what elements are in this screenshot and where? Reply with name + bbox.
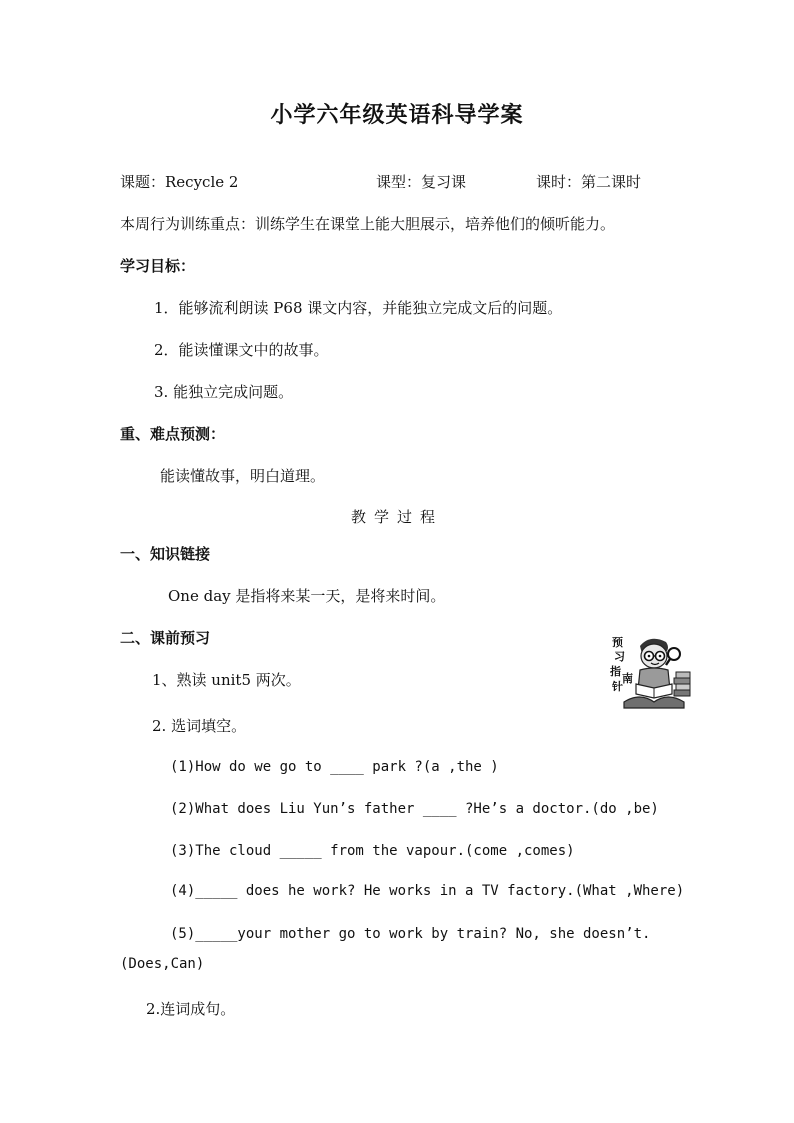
preview-item-3: 2.连词成句。 bbox=[146, 1000, 236, 1018]
reading-boy-icon bbox=[610, 632, 694, 716]
section2-heading: 二、课前预习 bbox=[120, 629, 211, 647]
weekly-focus: 本周行为训练重点：训练学生在课堂上能大胆展示，培养他们的倾听能力。 bbox=[120, 215, 616, 233]
question-5: (5)_____your mother go to work by train? No, she doesn’t. bbox=[170, 926, 651, 942]
key-points-heading: 重、难点预测： bbox=[120, 425, 226, 443]
meta-topic: 课题：Recycle 2 bbox=[120, 173, 239, 191]
illustration-char-2: 习 bbox=[614, 650, 625, 663]
preview-item-1: 1、熟读 unit5 两次。 bbox=[152, 671, 301, 689]
illustration-char-1: 预 bbox=[612, 636, 623, 649]
illustration-char-4: 南 bbox=[622, 672, 633, 685]
question-5-options: (Does,Can) bbox=[120, 956, 205, 972]
meta-type: 课型：复习课 bbox=[376, 173, 467, 191]
question-2: (2)What does Liu Yun’s father ____ ?He’s a doctor.(do ,be) bbox=[170, 801, 659, 817]
illustration-char-3: 指 bbox=[610, 665, 621, 678]
illustration-char-5: 针 bbox=[612, 680, 623, 693]
objectives-heading: 学习目标： bbox=[120, 257, 196, 275]
question-3: (3)The cloud _____ from the vapour.(come ,comes) bbox=[170, 843, 575, 859]
objective-item-2: 2．能读懂课文中的故事。 bbox=[154, 341, 329, 359]
meta-period: 课时：第二课时 bbox=[536, 173, 642, 191]
page-title: 小学六年级英语科导学案 bbox=[270, 102, 524, 128]
preview-item-2: 2. 选词填空。 bbox=[152, 717, 247, 735]
section1-text: One day 是指将来某一天，是将来时间。 bbox=[168, 587, 446, 605]
section1-heading: 一、知识链接 bbox=[120, 545, 211, 563]
question-4: (4)_____ does he work? He works in a TV factory.(What ,Where) bbox=[170, 883, 685, 899]
key-points-text: 能读懂故事，明白道理。 bbox=[160, 467, 326, 485]
objective-item-1: 1．能够流利朗读 P68 课文内容，并能独立完成文后的问题。 bbox=[154, 299, 563, 317]
process-heading: 教学过程 bbox=[350, 508, 443, 526]
objective-item-3: 3. 能独立完成问题。 bbox=[154, 383, 294, 401]
question-1: (1)How do we go to ____ park ?(a ,the ) bbox=[170, 759, 499, 775]
